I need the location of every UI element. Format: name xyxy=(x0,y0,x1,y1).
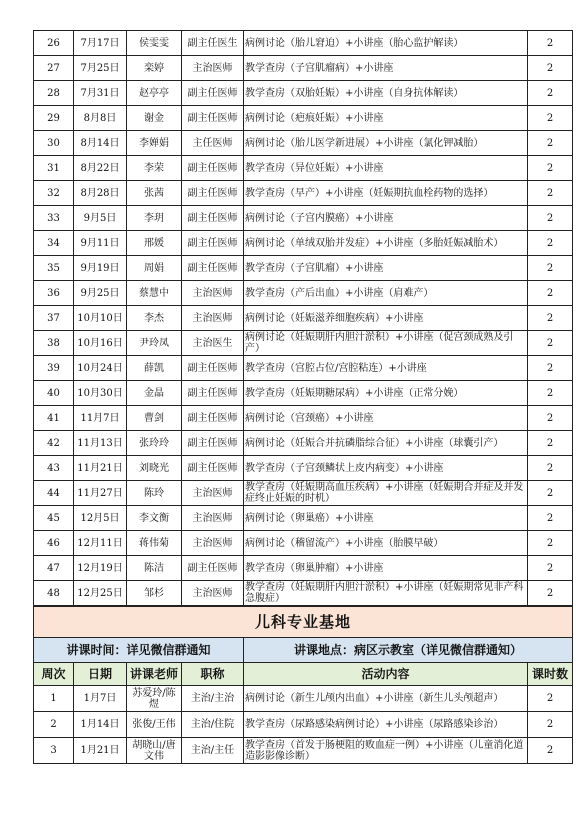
title-cell: 主治医师 xyxy=(182,56,244,81)
table-row xyxy=(34,56,573,81)
week-cell: 33 xyxy=(34,206,74,231)
date-cell: 11月27日 xyxy=(74,481,127,506)
week-cell: 1 xyxy=(34,686,74,712)
teacher-cell: 李文衡 xyxy=(127,506,182,531)
teacher-cell: 赵亭亭 xyxy=(127,81,182,106)
hours-cell: 2 xyxy=(528,281,573,306)
date-cell: 9月5日 xyxy=(74,206,127,231)
content-cell: 教学查房（妊娠期高血压疾病）+小讲座（妊娠期合并症及并发症终止妊娠的时机） xyxy=(244,481,528,506)
header-content: 活动内容 xyxy=(244,663,528,686)
date-cell: 8月22日 xyxy=(74,156,127,181)
week-cell: 30 xyxy=(34,131,74,156)
table-row xyxy=(34,31,573,56)
week-cell: 41 xyxy=(34,406,74,431)
teacher-cell: 尹玲凤 xyxy=(127,331,182,356)
content-cell: 教学查房（早产）+小讲座（妊娠期抗血栓药物的选择） xyxy=(244,181,528,206)
table-row xyxy=(34,431,573,456)
date-cell: 10月16日 xyxy=(74,331,127,356)
title-cell: 主治医师 xyxy=(182,506,244,531)
hours-cell: 2 xyxy=(528,306,573,331)
title-cell: 主治医师 xyxy=(182,531,244,556)
title-cell: 副主任医师 xyxy=(182,181,244,206)
teacher-cell: 周娟 xyxy=(127,256,182,281)
lecture-place-info: 讲课地点：病区示教室（详见微信群通知） xyxy=(244,638,573,663)
week-cell: 29 xyxy=(34,106,74,131)
title-cell: 主治医师 xyxy=(182,306,244,331)
title-cell: 主治/主治 xyxy=(182,686,244,712)
table-row xyxy=(34,156,573,181)
date-cell: 8月8日 xyxy=(74,106,127,131)
table-row xyxy=(34,181,573,206)
hours-cell: 2 xyxy=(528,106,573,131)
title-cell: 副主任医师 xyxy=(182,456,244,481)
date-cell: 12月11日 xyxy=(74,531,127,556)
hours-cell: 2 xyxy=(528,131,573,156)
date-cell: 7月25日 xyxy=(74,56,127,81)
table-row xyxy=(34,81,573,106)
content-cell: 病例讨论（疤痕妊娠）+小讲座 xyxy=(244,106,528,131)
teacher-cell: 张茜 xyxy=(127,181,182,206)
teacher-cell: 苏爱玲/陈煜 xyxy=(127,686,182,712)
teacher-cell: 李婵娟 xyxy=(127,131,182,156)
pediatrics-schedule-table xyxy=(33,606,573,764)
teacher-cell: 陈洁 xyxy=(127,556,182,581)
title-cell: 副主任医师 xyxy=(182,381,244,406)
table-row xyxy=(34,506,573,531)
teacher-cell: 刘晓光 xyxy=(127,456,182,481)
hours-cell: 2 xyxy=(528,206,573,231)
title-cell: 主治/主任 xyxy=(182,738,244,764)
teacher-cell: 邹杉 xyxy=(127,581,182,606)
week-cell: 42 xyxy=(34,431,74,456)
teacher-cell: 李荣 xyxy=(127,156,182,181)
hours-cell: 2 xyxy=(528,431,573,456)
section-title: 儿科专业基地 xyxy=(34,607,573,638)
teacher-cell: 侯雯雯 xyxy=(127,31,182,56)
week-cell: 48 xyxy=(34,581,74,606)
hours-cell: 2 xyxy=(528,481,573,506)
week-cell: 34 xyxy=(34,231,74,256)
hours-cell: 2 xyxy=(528,31,573,56)
header-week: 周次 xyxy=(34,663,74,686)
content-cell: 教学查房（异位妊娠）+小讲座 xyxy=(244,156,528,181)
hours-cell: 2 xyxy=(528,712,573,738)
teacher-cell: 李杰 xyxy=(127,306,182,331)
teacher-cell: 金晶 xyxy=(127,381,182,406)
title-cell: 主治医师 xyxy=(182,481,244,506)
content-cell: 教学查房（妊娠期糖尿病）+小讲座（正常分娩） xyxy=(244,381,528,406)
title-cell: 副主任医师 xyxy=(182,256,244,281)
content-cell: 教学查房（尿路感染病例讨论）+小讲座（尿路感染诊治） xyxy=(244,712,528,738)
title-cell: 副主任医师 xyxy=(182,431,244,456)
hours-cell: 2 xyxy=(528,231,573,256)
hours-cell: 2 xyxy=(528,531,573,556)
date-cell: 7月31日 xyxy=(74,81,127,106)
hours-cell: 2 xyxy=(528,331,573,356)
ob-gyn-schedule-table xyxy=(33,30,573,606)
schedule-page xyxy=(33,30,572,764)
content-cell: 教学查房（妊娠期肝内胆汁淤积）+小讲座（妊娠期常见非产科急腹症） xyxy=(244,581,528,606)
content-cell: 教学查房（子宫肌瘤病）+小讲座 xyxy=(244,56,528,81)
hours-cell: 2 xyxy=(528,556,573,581)
content-cell: 病例讨论（稽留流产）+小讲座（胎膜早破） xyxy=(244,531,528,556)
week-cell: 37 xyxy=(34,306,74,331)
header-teacher: 讲课老师 xyxy=(127,663,182,686)
date-cell: 11月21日 xyxy=(74,456,127,481)
date-cell: 1月21日 xyxy=(74,738,127,764)
week-cell: 45 xyxy=(34,506,74,531)
teacher-cell: 蒋伟菊 xyxy=(127,531,182,556)
teacher-cell: 陈玲 xyxy=(127,481,182,506)
title-cell: 主治医师 xyxy=(182,281,244,306)
week-cell: 44 xyxy=(34,481,74,506)
week-cell: 26 xyxy=(34,31,74,56)
week-cell: 43 xyxy=(34,456,74,481)
date-cell: 1月14日 xyxy=(74,712,127,738)
date-cell: 10月10日 xyxy=(74,306,127,331)
date-cell: 12月5日 xyxy=(74,506,127,531)
hours-cell: 2 xyxy=(528,81,573,106)
date-cell: 10月30日 xyxy=(74,381,127,406)
title-cell: 副主任医师 xyxy=(182,356,244,381)
content-cell: 病例讨论（卵巢癌）+小讲座 xyxy=(244,506,528,531)
table-row xyxy=(34,531,573,556)
teacher-cell: 谢金 xyxy=(127,106,182,131)
title-cell: 副主任医师 xyxy=(182,231,244,256)
table-row xyxy=(34,331,573,356)
week-cell: 3 xyxy=(34,738,74,764)
date-cell: 9月11日 xyxy=(74,231,127,256)
title-cell: 副主任医师 xyxy=(182,156,244,181)
week-cell: 39 xyxy=(34,356,74,381)
title-cell: 副主任医师 xyxy=(182,106,244,131)
content-cell: 病例讨论（单绒双胎并发症）+小讲座（多胎妊娠减胎术） xyxy=(244,231,528,256)
title-cell: 副主任医师 xyxy=(182,81,244,106)
week-cell: 47 xyxy=(34,556,74,581)
date-cell: 8月28日 xyxy=(74,181,127,206)
date-cell: 10月24日 xyxy=(74,356,127,381)
content-cell: 病例讨论（宫颈癌）+小讲座 xyxy=(244,406,528,431)
date-cell: 9月25日 xyxy=(74,281,127,306)
content-cell: 教学查房（双胎妊娠）+小讲座（自身抗体解读） xyxy=(244,81,528,106)
hours-cell: 2 xyxy=(528,356,573,381)
table-row xyxy=(34,281,573,306)
hours-cell: 2 xyxy=(528,181,573,206)
table-row xyxy=(34,356,573,381)
date-cell: 8月14日 xyxy=(74,131,127,156)
table-row xyxy=(34,481,573,506)
content-cell: 教学查房（卵巢肿瘤）+小讲座 xyxy=(244,556,528,581)
content-cell: 病例讨论（妊娠合并抗磷脂综合征）+小讲座（球囊引产） xyxy=(244,431,528,456)
teacher-cell: 胡晓山/唐文伟 xyxy=(127,738,182,764)
week-cell: 28 xyxy=(34,81,74,106)
hours-cell: 2 xyxy=(528,156,573,181)
date-cell: 12月19日 xyxy=(74,556,127,581)
table-row xyxy=(34,206,573,231)
week-cell: 40 xyxy=(34,381,74,406)
teacher-cell: 曹剑 xyxy=(127,406,182,431)
table-row xyxy=(34,231,573,256)
content-cell: 教学查房（宫腔占位/宫腔粘连）+小讲座 xyxy=(244,356,528,381)
date-cell: 9月19日 xyxy=(74,256,127,281)
content-cell: 病例讨论（胎儿医学新进展）+小讲座（氯化钾减胎） xyxy=(244,131,528,156)
table-row xyxy=(34,381,573,406)
table-row xyxy=(34,712,573,738)
title-cell: 副主任医师 xyxy=(182,206,244,231)
table-row xyxy=(34,556,573,581)
title-cell: 主治医生 xyxy=(182,331,244,356)
date-cell: 11月13日 xyxy=(74,431,127,456)
teacher-cell: 李玥 xyxy=(127,206,182,231)
hours-cell: 2 xyxy=(528,581,573,606)
week-cell: 27 xyxy=(34,56,74,81)
content-cell: 病例讨论（新生儿颅内出血）+小讲座（新生儿头颅超声） xyxy=(244,686,528,712)
date-cell: 12月25日 xyxy=(74,581,127,606)
hours-cell: 2 xyxy=(528,406,573,431)
header-date: 日期 xyxy=(74,663,127,686)
date-cell: 7月17日 xyxy=(74,31,127,56)
content-cell: 病例讨论（妊娠滋养细胞疾病）+小讲座 xyxy=(244,306,528,331)
hours-cell: 2 xyxy=(528,686,573,712)
content-cell: 病例讨论（胎儿窘迫）+小讲座（胎心监护解读） xyxy=(244,31,528,56)
content-cell: 教学查房（子宫颈鳞状上皮内病变）+小讲座 xyxy=(244,456,528,481)
title-cell: 副主任医生 xyxy=(182,31,244,56)
hours-cell: 2 xyxy=(528,56,573,81)
hours-cell: 2 xyxy=(528,456,573,481)
content-cell: 教学查房（子宫肌瘤）+小讲座 xyxy=(244,256,528,281)
header-title: 职称 xyxy=(182,663,244,686)
teacher-cell: 张玲玲 xyxy=(127,431,182,456)
week-cell: 31 xyxy=(34,156,74,181)
teacher-cell: 邢媛 xyxy=(127,231,182,256)
table-row xyxy=(34,256,573,281)
date-cell: 11月7日 xyxy=(74,406,127,431)
week-cell: 36 xyxy=(34,281,74,306)
content-cell: 病例讨论（子宫内膜癌）+小讲座 xyxy=(244,206,528,231)
content-cell: 教学查房（产后出血）+小讲座（肩难产） xyxy=(244,281,528,306)
week-cell: 32 xyxy=(34,181,74,206)
week-cell: 35 xyxy=(34,256,74,281)
teacher-cell: 张俊/王伟 xyxy=(127,712,182,738)
table-row xyxy=(34,306,573,331)
table-row xyxy=(34,686,573,712)
table-row xyxy=(34,456,573,481)
content-cell: 教学查房（首发于肠梗阻的败血症一例）+小讲座（儿童消化道造影影像诊断） xyxy=(244,738,528,764)
content-cell: 病例讨论（妊娠期肝内胆汁淤积）+小讲座（促宫颈成熟及引产） xyxy=(244,331,528,356)
title-cell: 副主任医师 xyxy=(182,556,244,581)
hours-cell: 2 xyxy=(528,256,573,281)
table-row xyxy=(34,581,573,606)
table-row xyxy=(34,131,573,156)
lecture-time-info: 讲课时间：详见微信群通知 xyxy=(34,638,244,663)
table-row xyxy=(34,738,573,764)
title-cell: 主任医师 xyxy=(182,131,244,156)
header-hours: 课时数 xyxy=(528,663,573,686)
hours-cell: 2 xyxy=(528,506,573,531)
week-cell: 2 xyxy=(34,712,74,738)
hours-cell: 2 xyxy=(528,738,573,764)
week-cell: 46 xyxy=(34,531,74,556)
table-row xyxy=(34,406,573,431)
hours-cell: 2 xyxy=(528,381,573,406)
week-cell: 38 xyxy=(34,331,74,356)
table-row xyxy=(34,106,573,131)
title-cell: 副主任医师 xyxy=(182,406,244,431)
teacher-cell: 蔡慧中 xyxy=(127,281,182,306)
teacher-cell: 薛凯 xyxy=(127,356,182,381)
title-cell: 主治医师 xyxy=(182,581,244,606)
date-cell: 1月7日 xyxy=(74,686,127,712)
title-cell: 主治/住院 xyxy=(182,712,244,738)
teacher-cell: 栾婷 xyxy=(127,56,182,81)
